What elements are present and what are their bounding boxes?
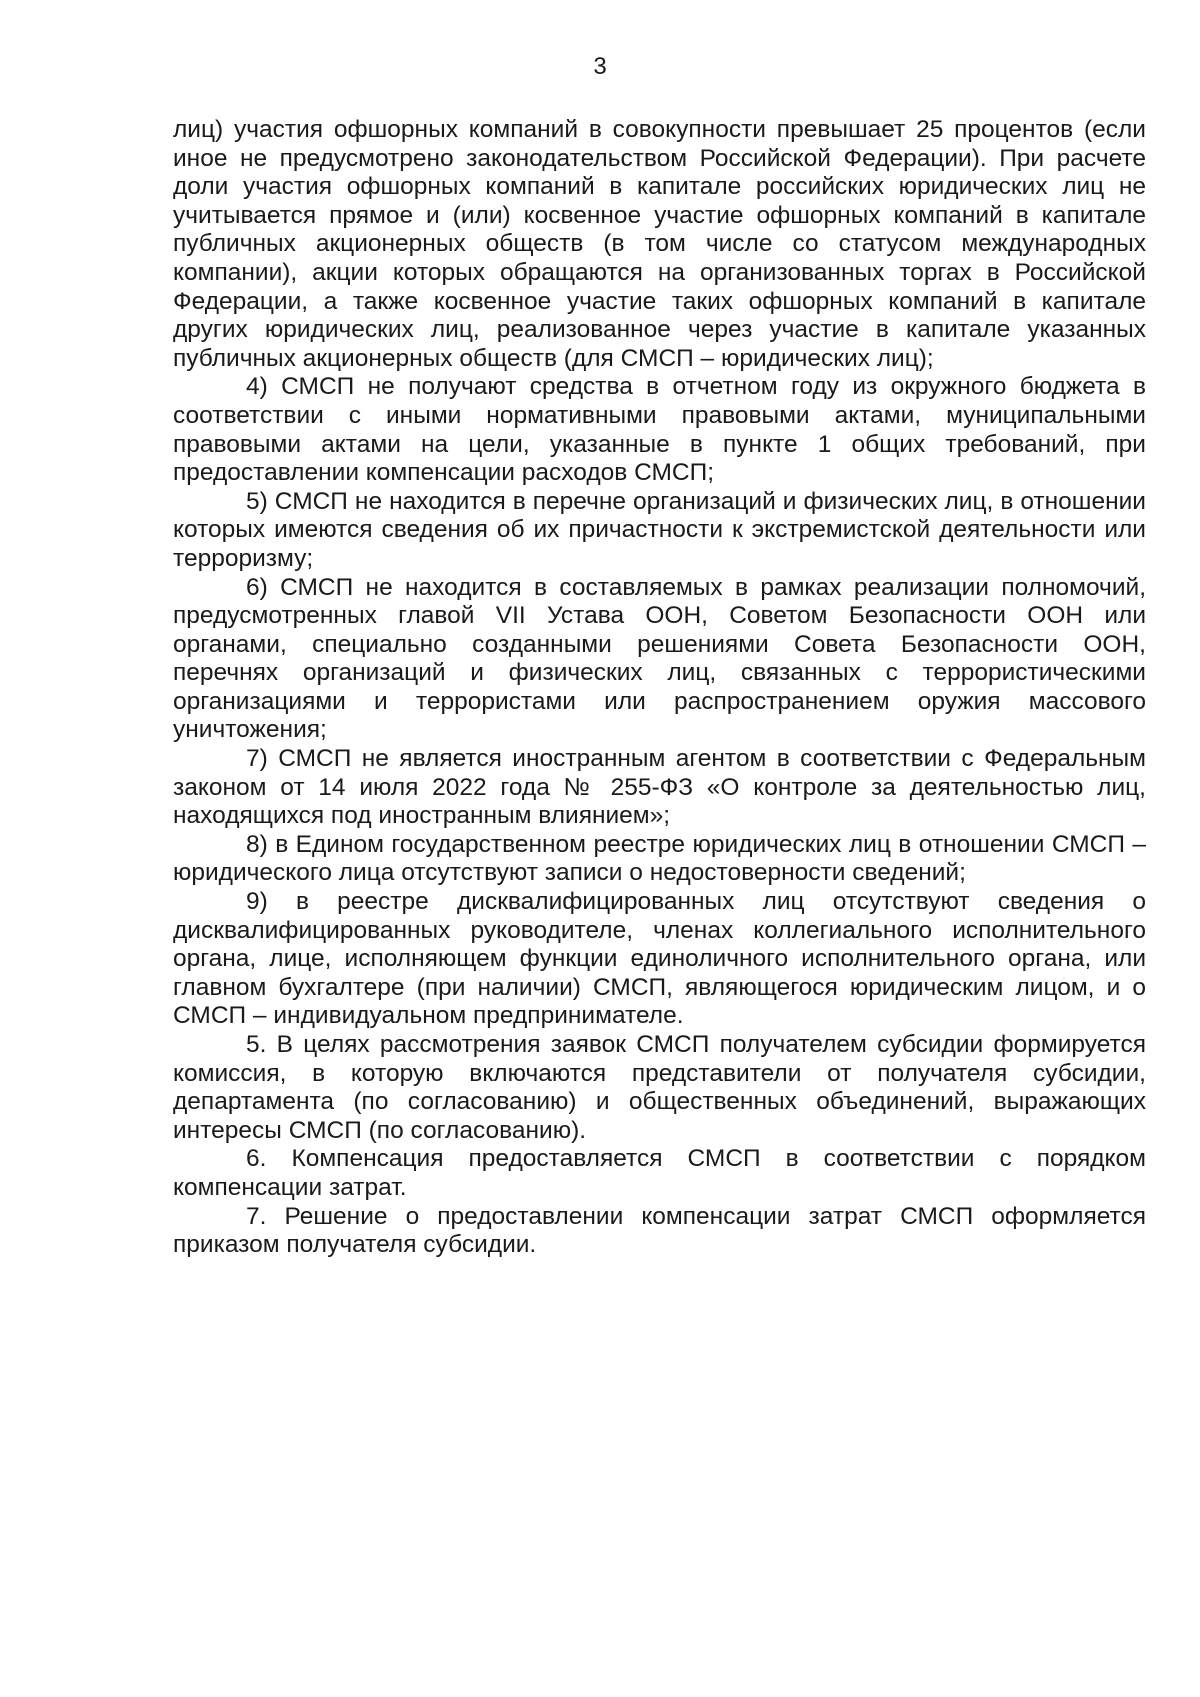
paragraph-item-8: 8) в Едином государственном реестре юридических лиц в отношении СМСП – юридического лица отсутствуют записи о недостоверности сведений; (173, 830, 1146, 887)
page-number: 3 (593, 53, 607, 80)
paragraph-section-7: 7. Решение о предоставлении компенсации затрат СМСП оформляется приказом получателя субсидии. (173, 1202, 1146, 1259)
paragraph-continuation: лиц) участия офшорных компаний в совокупности превышает 25 процентов (если иное не предусмотрено законодательством Российской Федерации). При расчете доли участия офшорных компаний в капитале российских юридических лиц не учитывается прямое и (или) косвенное участие офшорных компаний в капитале публичных акционерных обществ (в том числе со статусом международных компании), акции которых обращаются на организованных торгах в Российской Федерации, а также косвенное участие таких офшорных компаний в капитале других юридических лиц, реализованное через участие в капитале указанных публичных акционерных обществ (для СМСП – юридических лиц); (173, 116, 1146, 372)
paragraph-item-5: 5) СМСП не находится в перечне организаций и физических лиц, в отношении которых имеются сведения об их причастности к экстремистской деятельности или терроризму; (173, 487, 1146, 572)
paragraph-item-9: 9) в реестре дисквалифицированных лиц отсутствуют сведения о дисквалифицированных руководителе, членах коллегиального исполнительного органа, лице, исполняющем функции единоличного исполнительного органа, или главном бухгалтере (при наличии) СМСП, являющегося юридическим лицом, и о СМСП – индивидуальном предпринимателе. (173, 888, 1146, 1030)
paragraph-item-7: 7) СМСП не является иностранным агентом в соответствии с Федеральным законом от 14 июля 2022 года № 255-ФЗ «О контроле за деятельностью лиц, находящихся под иностранным влиянием»; (173, 745, 1146, 830)
paragraph-section-6: 6. Компенсация предоставляется СМСП в соответствии с порядком компенсации затрат. (173, 1145, 1146, 1201)
paragraph-section-5: 5. В целях рассмотрения заявок СМСП получателем субсидии формируется комиссия, в которую включаются представители от получателя субсидии, департамента (по согласованию) и общественных объединений, выражающих интересы СМСП (по согласованию). (173, 1031, 1146, 1144)
paragraph-item-4: 4) СМСП не получают средства в отчетном году из окружного бюджета в соответствии с иными нормативными правовыми актами, муниципальными правовыми актами на цели, указанные в пункте 1 общих требований, при предоставлении компенсации расходов СМСП; (173, 373, 1146, 487)
document-body (173, 116, 1146, 1260)
paragraph-item-6: 6) СМСП не находится в составляемых в рамках реализации полномочий, предусмотренных главой VII Устава ООН, Советом Безопасности ООН или органами, специально созданными решениями Совета Безопасности ООН, перечнях организаций и физических лиц, связанных с террористическими организациями и террористами или распространением оружия массового уничтожения; (173, 573, 1146, 744)
